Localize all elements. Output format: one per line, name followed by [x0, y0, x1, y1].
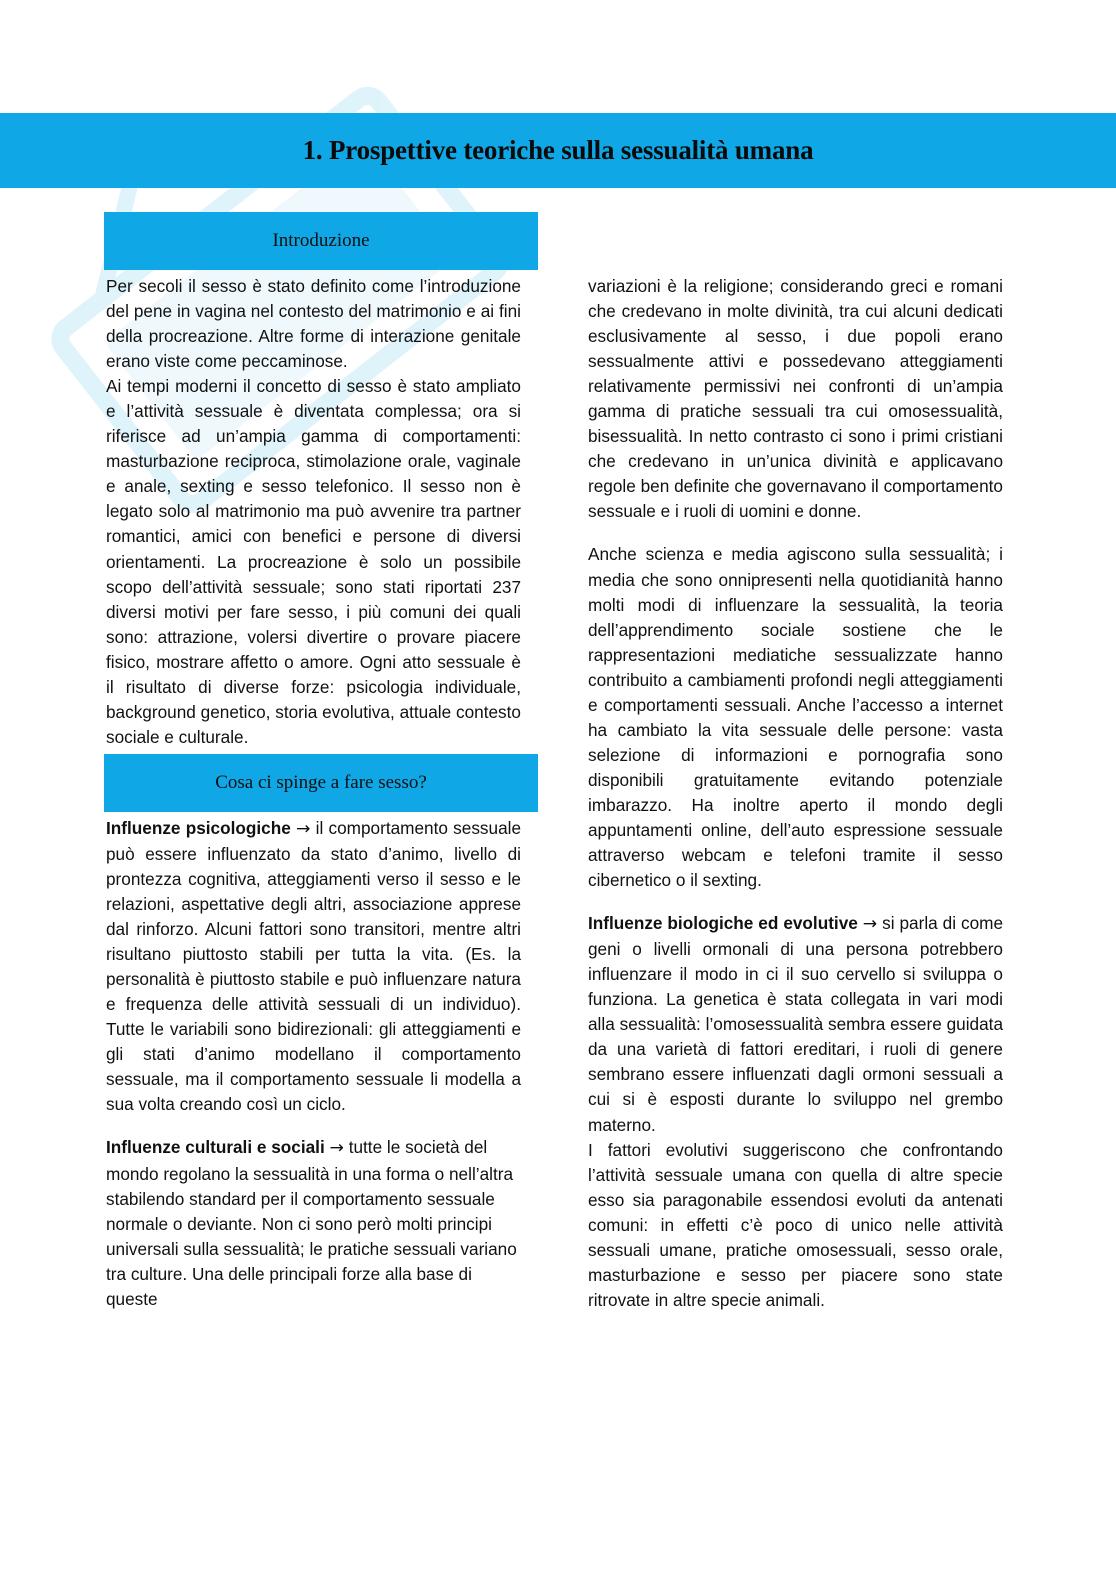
paragraph: I fattori evolutivi suggeriscono che confrontando l’attività sessuale umana con quella di altre specie esso sia paragonabile essendosi evoluti da antenati comuni: in effetti c’è poco di unico nelle attività sessuali umane, pratiche omosessuali, sesso orale, masturbazione e sesso per piacere sono state ritrovate in altre specie animali.	[588, 1139, 1003, 1310]
right-column	[588, 274, 1003, 1313]
arrow-icon: →	[296, 818, 311, 839]
paragraph-influenze-psicologiche	[106, 816, 521, 1118]
paragraph: Anche scienza e media agiscono sulla sessualità; i media che sono onnipresenti nella quotidianità hanno molti modi di influenzare la sessualità, la teoria dell’apprendimento sociale sostiene che le rappresentazioni mediatiche sessualizzate hanno contribuito a cambiamenti profondi negli atteggiamenti e comportamenti sessuali. Anche l’accesso a internet ha cambiato la vita sessuale delle persone: vasta selezione di informazioni e pornografia sono disponibili gratuitamente evitando potenziale imbarazzo. Ha inoltre aperto il mondo degli appuntamenti online, dell’auto espressione sessuale attraverso webcam e telefoni tramite il sesso cibernetico o il sexting.	[588, 544, 1003, 891]
paragraph-influenze-culturali	[106, 1135, 521, 1311]
section-heading-label: Introduzione	[272, 230, 370, 251]
bold-label: Influenze biologiche ed evolutive	[588, 913, 858, 934]
page-title: 1. Prospettive teoriche sulla sessualità umana	[302, 135, 814, 165]
paragraph-text: si parla di come geni o livelli ormonali di una persona potrebbero influenzare il modo in ci il suo cervello si sviluppa o funziona. La genetica è stata collegata in vari modi alla sessualità: l’omosessualità sembra essere guidata da una varietà di fattori ereditari, i ruoli di genere sembrano essere influenzati dagli ormoni sessuali a cui si è esposti durante lo sviluppo nel grembo materno.	[588, 913, 1004, 1135]
bold-label: Influenze psicologiche	[106, 817, 291, 838]
section-heading-cosa-ci-spinge	[104, 754, 538, 812]
section-heading-label: Cosa ci spinge a fare sesso?	[215, 772, 427, 794]
arrow-icon: →	[862, 914, 878, 935]
paragraph-text: il comportamento sessuale può essere influenzato da stato d’animo, livello di prontezza cognitiva, atteggiamenti verso il sesso e le relazioni, aspettative degli altri, associazione apprese dal rinforzo. Alcuni fattori sono transitori, mentre altri risultano piuttosto stabili per tutta la vita. (Es. la personalità è piuttosto stabile e può influenzare natura e frequenza delle attività sessuali di un individuo). Tutte le variabili sono bidirezionali: gli atteggiamenti e gli stati d’animo modellano il comportamento sessuale, ma il comportamento sessuale li modella a sua volta creando così un ciclo.	[106, 817, 522, 1115]
paragraph: variazioni è la religione; considerando greci e romani che credevano in molte divinità, tra cui alcuni dedicati esclusivamente al sesso, i due popoli erano sessualmente attivi e possedevano atteggiamenti relativamente permissivi nei confronti di un’ampia gamma di pratiche sessuali tra cui omosessualità, bisessualità. In netto contrasto ci sono i primi cristiani che credevano in un’unica divinità e applicavano regole ben definite che governavano il comportamento sessuale e i ruoli di uomini e donne.	[588, 276, 1003, 522]
arrow-icon: →	[329, 1138, 344, 1159]
left-column	[106, 274, 521, 1312]
bold-label: Influenze culturali e sociali	[106, 1137, 325, 1158]
paragraph: Ai tempi moderni il concetto di sesso è stato ampliato e l’attività sessuale è diventata complessa; ora si riferisce ad un’ampia gamma di comportamenti: masturbazione reciproca, stimolazione orale, vaginale e anale, sexting e sesso telefonico. Il sesso non è legato solo al matrimonio ma può avvenire tra partner romantici, amici con benefici e persone di diversi orientamenti. La procreazione è solo un possibile scopo dell’attività sessuale; sono stati riportati 237 diversi motivi per fare sesso, i più comuni dei quali sono: attrazione, volersi divertire o provare piacere fisico, mostrare affetto o amore. Ogni atto sessuale è il risultato di diverse forze: psicologia individuale, background genetico, storia evolutiva, attuale contesto sociale e culturale.	[106, 376, 521, 747]
paragraph: Per secoli il sesso è stato definito come l’introduzione del pene in vagina nel contesto del matrimonio e ai fini della procreazione. Altre forme di interazione genitale erano viste come peccaminose.	[106, 276, 521, 372]
paragraph-influenze-biologiche	[588, 911, 1003, 1137]
section-heading-introduzione	[104, 212, 538, 270]
chapter-title-bar	[0, 113, 1116, 188]
paragraph-text: tutte le società del mondo regolano la sessualità in una forma o nell’altra stabilendo standard per il comportamento sessuale normale o deviante. Non ci sono però molti principi universali sulla sessualità; le pratiche sessuali variano tra culture. Una delle principali forze alla base di queste	[106, 1137, 517, 1309]
